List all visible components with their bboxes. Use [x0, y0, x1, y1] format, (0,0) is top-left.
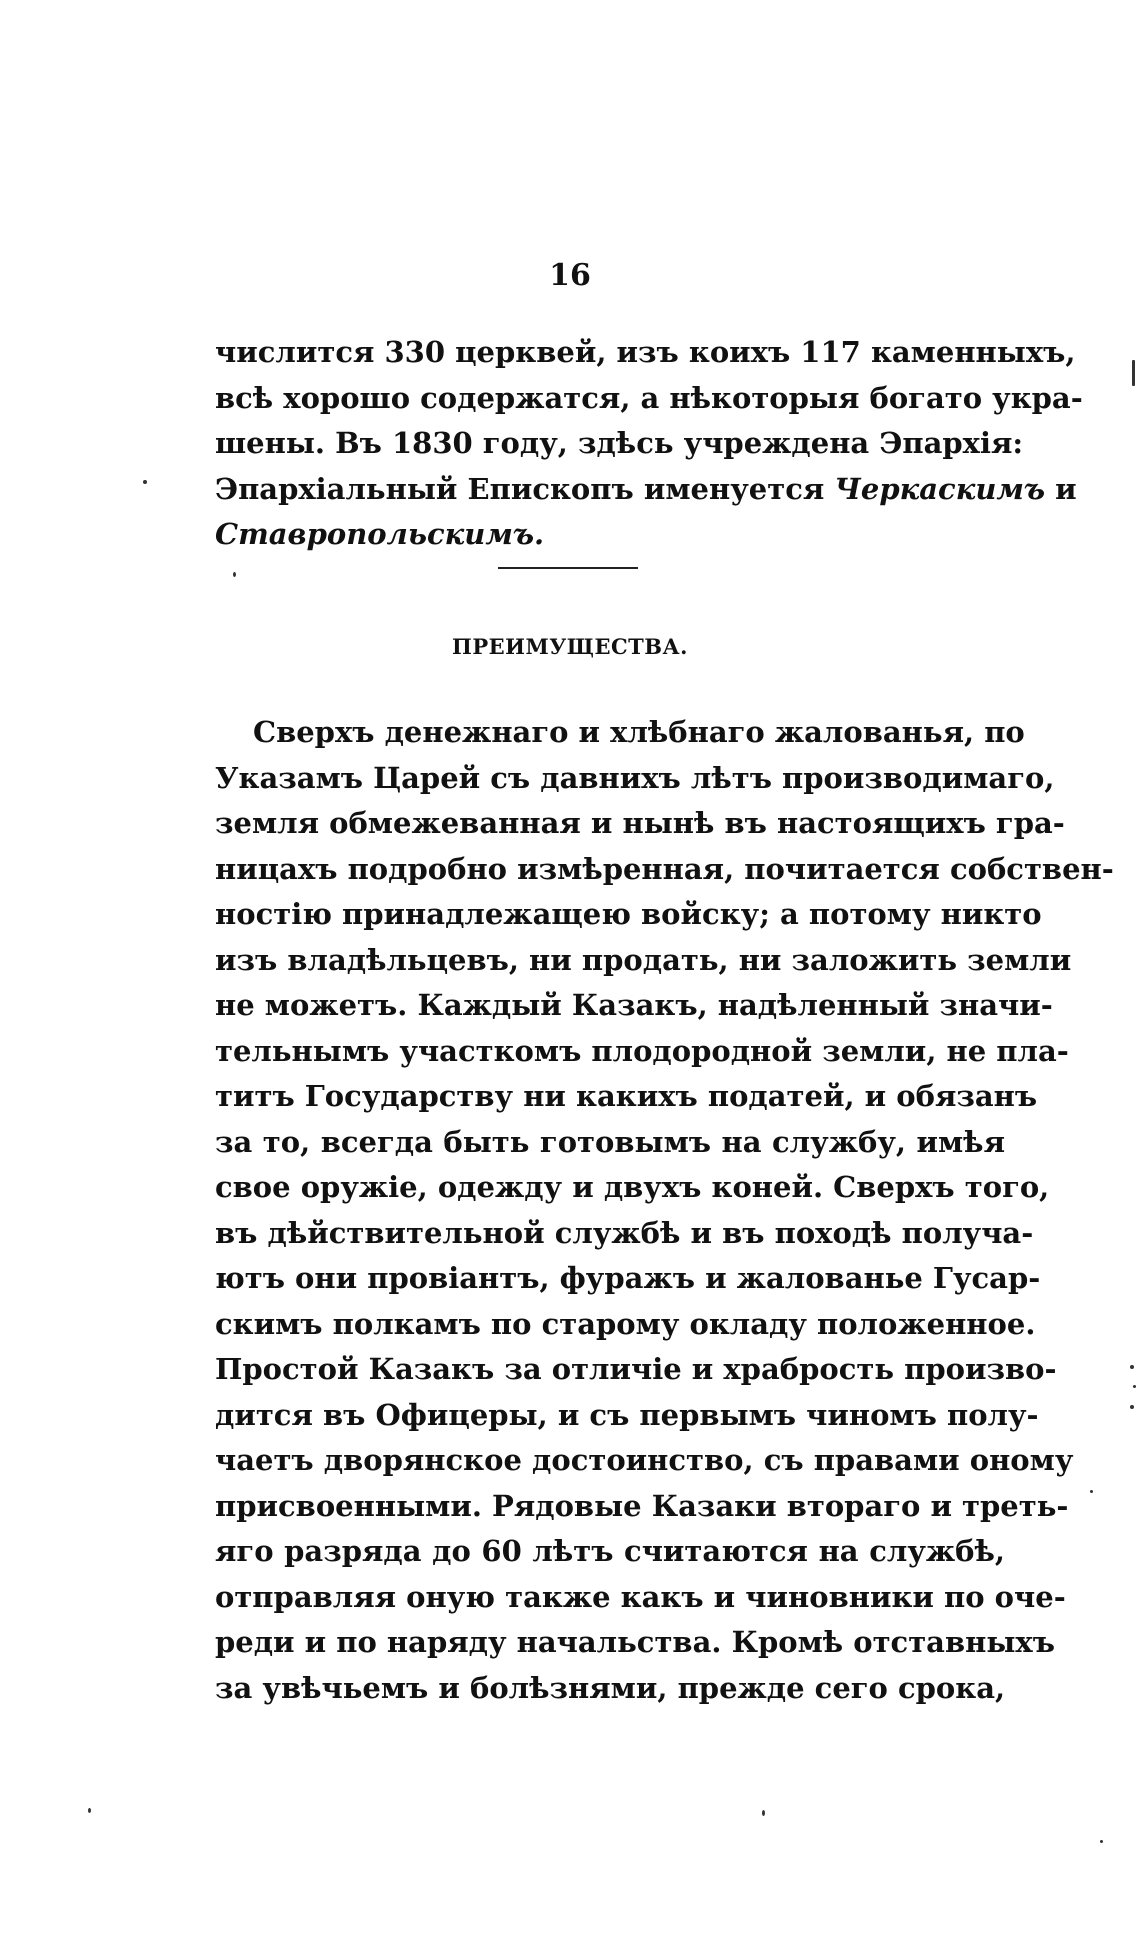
text-line: присвоенными. Рядовые Казаки втораго и треть-: [215, 1488, 1069, 1523]
scan-speck: [1133, 1385, 1136, 1388]
scan-speck: [1130, 1405, 1134, 1409]
text-line: яго разряда до 60 лѣтъ считаются на службѣ,: [215, 1534, 1005, 1568]
scan-speck: [1090, 1490, 1093, 1493]
section-divider: [498, 567, 638, 569]
scan-speck: [1100, 1840, 1103, 1843]
text-line: Указамъ Царей съ давнихъ лѣтъ производимаго,: [215, 760, 1055, 795]
page-number: 16: [549, 258, 591, 293]
text-line: Сверхъ денежнаго и хлѣбнаго жалованья, по: [253, 715, 1025, 749]
text-line: ютъ они провіантъ, фуражъ и жалованье Гусар-: [215, 1261, 1041, 1295]
text-line: числится 330 церквей, изъ коихъ 117 каменныхъ,: [215, 335, 1076, 369]
text-line: свое оружіе, одежду и двухъ коней. Сверхъ того,: [215, 1170, 1050, 1204]
section-heading: ПРЕИМУЩЕСТВА.: [452, 634, 688, 659]
italic-title: Ставропольскимъ.: [215, 517, 545, 551]
text-line: отправляя оную также какъ и чиновники по оче-: [215, 1579, 1066, 1614]
scan-speck: [233, 572, 236, 577]
scan-speck: [143, 480, 147, 484]
text-line: скимъ полкамъ по старому окладу положенное.: [215, 1306, 1036, 1341]
text-line: земля обмежеванная и нынѣ въ настоящихъ гра-: [215, 806, 1065, 840]
paragraph-privileges: [215, 710, 1114, 1711]
text-line: титъ Государству ни какихъ податей, и обязанъ: [215, 1079, 1038, 1113]
text-line: реди и по наряду начальства. Кромѣ отставныхъ: [215, 1625, 1055, 1659]
text-line: дится въ Офицеры, и съ первымъ чиномъ полу-: [215, 1397, 1039, 1432]
text-segment: и: [1055, 471, 1077, 506]
text-line-eparchy: [215, 467, 1077, 513]
text-line: за то, всегда быть готовымъ на службу, имѣя: [215, 1124, 1005, 1159]
scan-speck: [88, 1808, 91, 1813]
paragraph-churches: [215, 330, 1083, 558]
italic-title: Черкаскимъ: [834, 471, 1046, 506]
text-line: изъ владѣльцевъ, ни продать, ни заложить земли: [215, 942, 1072, 977]
text-line: шены. Въ 1830 году, здѣсь учреждена Эпархія:: [215, 426, 1024, 460]
text-line: чаетъ дворянское достоинство, съ правами оному: [215, 1443, 1074, 1477]
text-line: въ дѣйствительной службѣ и въ походѣ получа-: [215, 1215, 1034, 1250]
text-line: не можетъ. Каждый Казакъ, надѣленный значи-: [215, 988, 1053, 1022]
text-line: Простой Казакъ за отличіе и храбрость произво-: [215, 1352, 1057, 1386]
text-line: ностію принадлежащею войску; а потому никто: [215, 897, 1042, 931]
text-line: ницахъ подробно измѣренная, почитается собствен-: [215, 851, 1114, 886]
text-line-eparchy-end: [215, 512, 1005, 558]
text-segment: Эпархіальный Епископъ именуется: [215, 471, 825, 506]
text-line: за увѣчьемъ и болѣзнями, прежде сего срока,: [215, 1670, 1006, 1705]
text-line: тельнымъ участкомъ плодородной земли, не пла-: [215, 1033, 1069, 1068]
scan-speck: [762, 1810, 765, 1816]
scan-speck: [1130, 1365, 1134, 1369]
scan-speck: [1132, 360, 1135, 386]
text-line: всѣ хорошо содержатся, а нѣкоторыя богато укра-: [215, 380, 1083, 415]
